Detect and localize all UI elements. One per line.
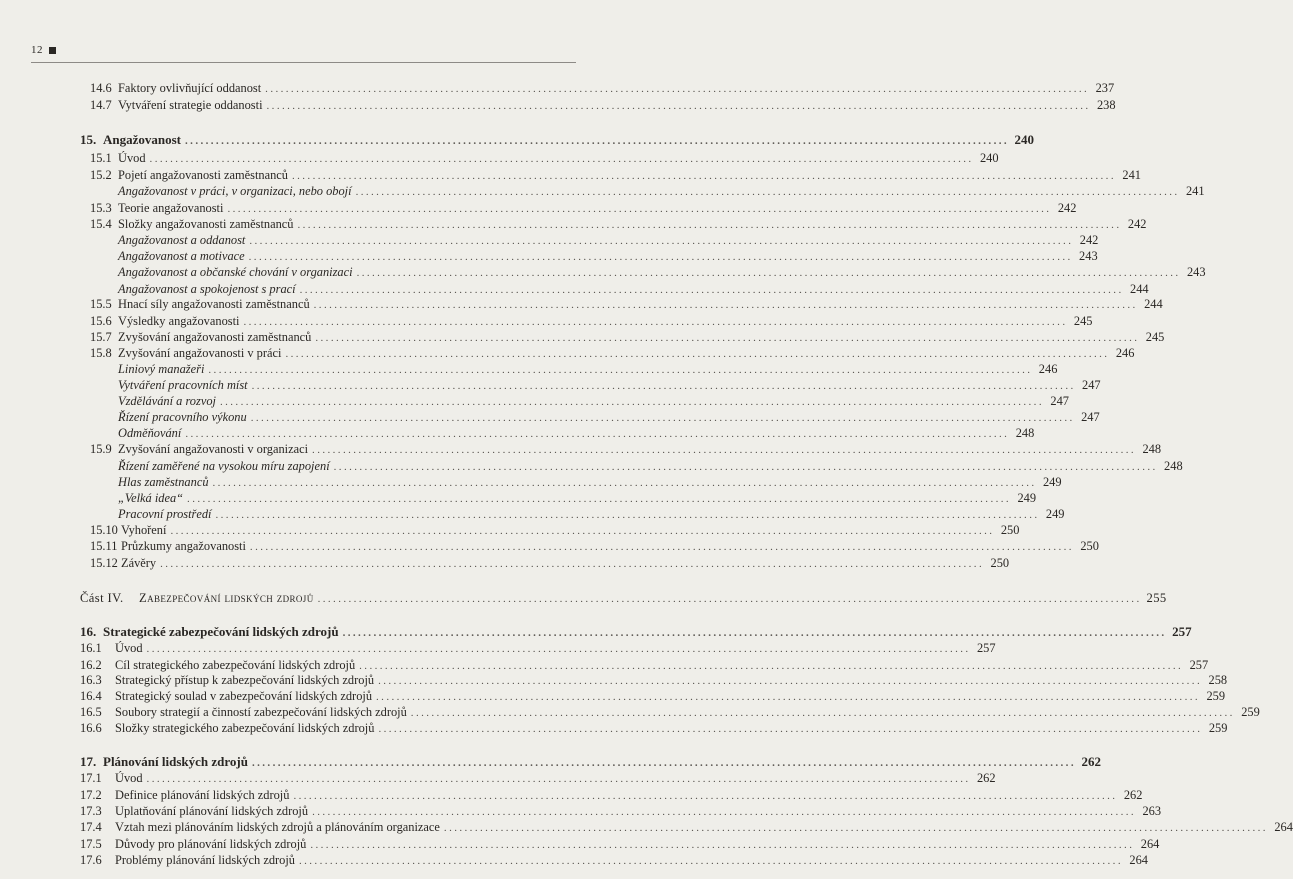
toc-page-number: 250 xyxy=(1000,523,1020,537)
toc-entry-number: 15.12 xyxy=(90,556,118,570)
toc-entry-number: 15.10 xyxy=(90,523,118,537)
toc-entry-title: Průzkumy angažovanosti xyxy=(121,539,246,553)
dot-leader: ................................................................................................................................................................ xyxy=(355,186,1180,198)
toc-subentry[interactable] xyxy=(90,248,1098,265)
dot-leader: ................................................................................................................................................................ xyxy=(249,235,1074,247)
toc-entry-title: Odměňování xyxy=(118,426,182,440)
toc-entry-number: 15.8 xyxy=(90,346,112,360)
toc-page-number: 246 xyxy=(1115,346,1135,360)
toc-subentry[interactable] xyxy=(90,458,1183,475)
toc-entry-title: Úvod xyxy=(115,641,143,655)
toc-subentry[interactable] xyxy=(90,264,1206,281)
toc-page-number: 259 xyxy=(1206,689,1226,703)
toc-entry-title: Důvody pro plánování lidských zdrojů xyxy=(115,837,307,851)
toc-entry-title: Faktory ovlivňující oddanost xyxy=(118,81,262,95)
toc-page-number: 245 xyxy=(1145,330,1165,344)
toc-page-number: 247 xyxy=(1050,394,1069,408)
toc-entry-title: Angažovanost a motivace xyxy=(118,249,245,263)
toc-entry-number: 15.4 xyxy=(90,217,112,231)
toc-entry-number: 15.1 xyxy=(90,151,112,165)
toc-page-number: 244 xyxy=(1144,297,1163,311)
toc-section-entry[interactable] xyxy=(90,329,1165,346)
toc-section-entry[interactable] xyxy=(80,770,996,787)
toc-entry-title: Hlas zaměstnanců xyxy=(118,475,209,489)
toc-section-entry[interactable] xyxy=(90,216,1147,233)
dot-leader: ................................................................................................................................................................ xyxy=(227,203,1052,215)
toc-page-number: 241 xyxy=(1122,168,1141,182)
toc-page-number: 246 xyxy=(1038,362,1058,376)
dot-leader: ................................................................................................................................................................ xyxy=(297,219,1122,231)
dot-leader: ................................................................................................................................................................ xyxy=(215,509,1040,521)
toc-entry-title: Vytváření pracovních míst xyxy=(118,378,248,392)
toc-entry-number: 16.3 xyxy=(80,673,102,687)
toc-entry-number: 15.2 xyxy=(90,168,112,182)
toc-entry-title: Složky strategického zabezpečování lidských zdrojů xyxy=(115,721,375,735)
toc-entry-number: 16.4 xyxy=(80,689,102,703)
toc-entry-title: „Velká idea“ xyxy=(118,491,184,505)
toc-entry-title: Plánování lidských zdrojů xyxy=(103,754,248,769)
toc-chapter-entry[interactable] xyxy=(80,132,1035,149)
dot-leader: ................................................................................................................................................................ xyxy=(248,251,1073,263)
toc-entry-number: 17.2 xyxy=(80,788,102,802)
toc-section-entry[interactable] xyxy=(90,97,1116,114)
toc-page-number: 247 xyxy=(1082,378,1101,392)
toc-entry-number: 15.11 xyxy=(90,539,118,553)
dot-leader: ................................................................................................................................................................ xyxy=(251,380,1076,392)
toc-section-entry[interactable] xyxy=(90,538,1099,555)
toc-entry-number: 17.1 xyxy=(80,771,102,785)
dot-leader: ................................................................................................................................................................ xyxy=(376,691,1201,703)
toc-page-number: 249 xyxy=(1045,507,1065,521)
toc-page-number: 263 xyxy=(1142,804,1162,818)
toc-entry-title: Úvod xyxy=(118,151,146,165)
toc-entry-number: 15.6 xyxy=(90,314,112,328)
dot-leader: ................................................................................................................................................................ xyxy=(249,541,1074,553)
toc-section-entry[interactable] xyxy=(90,150,999,167)
toc-entry-title: Strategický přístup k zabezpečování lidských zdrojů xyxy=(115,673,375,687)
toc-section-entry[interactable] xyxy=(80,672,1228,689)
toc-entry-title: Cíl strategického zabezpečování lidských zdrojů xyxy=(115,658,356,672)
toc-entry-title: Hnací síly angažovanosti zaměstnanců xyxy=(118,297,310,311)
dot-leader: ................................................................................................................................................................ xyxy=(243,316,1068,328)
toc-entry-title: Pracovní prostředí xyxy=(118,507,212,521)
toc-entry-title: Vytváření strategie oddanosti xyxy=(118,98,263,112)
dot-leader: ................................................................................................................................................................ xyxy=(219,396,1044,408)
toc-section-entry[interactable] xyxy=(80,819,1293,836)
dot-leader: ................................................................................................................................................................ xyxy=(149,153,974,165)
dot-leader: ................................................................................................................................................................ xyxy=(312,806,1137,818)
dot-leader: ................................................................................................................................................................ xyxy=(410,707,1235,719)
toc-entry-number: 17.6 xyxy=(80,853,102,867)
toc-section-entry[interactable] xyxy=(80,720,1228,737)
toc-page-number: 255 xyxy=(1146,591,1167,605)
dot-leader: ................................................................................................................................................................ xyxy=(185,135,1010,147)
toc-page-number: 243 xyxy=(1079,249,1098,263)
dot-leader: ................................................................................................................................................................ xyxy=(170,525,995,537)
toc-section-entry[interactable] xyxy=(80,852,1148,869)
toc-entry-title: Vzdělávání a rozvoj xyxy=(118,394,216,408)
toc-entry-title: Soubory strategií a činností zabezpečování lidských zdrojů xyxy=(115,705,407,719)
toc-entry-number: 14.7 xyxy=(90,98,112,112)
dot-leader: ................................................................................................................................................................ xyxy=(212,477,1037,489)
toc-section-entry[interactable] xyxy=(90,167,1141,184)
toc-chapter-entry[interactable] xyxy=(80,624,1192,641)
toc-page-number: 242 xyxy=(1079,233,1099,247)
toc-section-entry[interactable] xyxy=(80,836,1160,853)
toc-page-number: 259 xyxy=(1241,705,1260,719)
toc-section-entry[interactable] xyxy=(90,80,1115,97)
toc-page-number: 237 xyxy=(1095,81,1115,95)
toc-page-number: 248 xyxy=(1015,426,1035,440)
toc-entry-title: Strategický soulad v zabezpečování lidských zdrojů xyxy=(115,689,373,703)
toc-entry-number: 17.3 xyxy=(80,804,102,818)
toc-page-number: 248 xyxy=(1164,459,1183,473)
toc-section-entry[interactable] xyxy=(90,345,1135,362)
toc-entry-title: Pojetí angažovanosti zaměstnanců xyxy=(118,168,288,182)
toc-page-number: 247 xyxy=(1081,410,1100,424)
dot-leader: ................................................................................................................................................................ xyxy=(285,348,1110,360)
dot-leader: ................................................................................................................................................................ xyxy=(342,627,1167,639)
toc-section-entry[interactable] xyxy=(80,688,1226,705)
toc-entry-number: 16.2 xyxy=(80,658,102,672)
toc-entry-title: Angažovanost xyxy=(103,132,182,147)
toc-subentry[interactable] xyxy=(90,409,1100,426)
toc-entry-number: 17.5 xyxy=(80,837,102,851)
toc-entry-title: Problémy plánování lidských zdrojů xyxy=(115,853,295,867)
toc-entry-number: 15. xyxy=(80,132,97,147)
toc-entry-title: Zvyšování angažovanosti zaměstnanců xyxy=(118,330,312,344)
dot-leader: ................................................................................................................................................................ xyxy=(378,675,1203,687)
toc-subentry[interactable] xyxy=(90,393,1069,410)
toc-page-number: 241 xyxy=(1185,184,1205,198)
dot-leader: ................................................................................................................................................................ xyxy=(356,267,1181,279)
toc-page-number: 250 xyxy=(1080,539,1099,553)
toc-page-number: 243 xyxy=(1186,265,1206,279)
toc-entry-title: Zabezpečování lidských zdrojů xyxy=(139,591,314,605)
toc-subentry[interactable] xyxy=(90,506,1065,523)
dot-leader: ................................................................................................................................................................ xyxy=(443,822,1268,834)
toc-entry-title: Strategické zabezpečování lidských zdrojů xyxy=(103,624,339,639)
dot-leader: ................................................................................................................................................................ xyxy=(266,100,1091,112)
toc-page-number: 248 xyxy=(1142,442,1162,456)
toc-subentry[interactable] xyxy=(90,425,1035,442)
toc-page-number: 240 xyxy=(1014,132,1035,147)
toc-entry-title: Angažovanost a spokojenost s prací xyxy=(118,282,296,296)
dot-leader: ................................................................................................................................................................ xyxy=(359,660,1184,672)
toc-entry-number: 16.5 xyxy=(80,705,102,719)
toc-entry-title: Složky angažovanosti zaměstnanců xyxy=(118,217,294,231)
toc-subentry[interactable] xyxy=(90,377,1101,394)
page-number: 12 xyxy=(31,44,43,56)
toc-section-entry[interactable] xyxy=(80,640,996,657)
toc-page-number: 262 xyxy=(976,771,996,785)
toc-entry-number: 16.1 xyxy=(80,641,102,655)
toc-entry-title: Zvyšování angažovanosti v organizaci xyxy=(118,442,309,456)
toc-entry-title: Angažovanost a občanské chování v organizaci xyxy=(118,265,353,279)
toc-entry-title: Řízení zaměřené na vysokou míru zapojení xyxy=(118,459,330,473)
toc-entry-title: Uplatňování plánování lidských zdrojů xyxy=(115,804,309,818)
toc-entry-number: 15.9 xyxy=(90,442,112,456)
dot-leader: ................................................................................................................................................................ xyxy=(310,839,1135,851)
dot-leader: ................................................................................................................................................................ xyxy=(251,757,1076,769)
dot-leader: ................................................................................................................................................................ xyxy=(146,643,971,655)
toc-entry-number: 15.3 xyxy=(90,201,112,215)
toc-subentry[interactable] xyxy=(90,232,1099,249)
toc-page-number: 264 xyxy=(1274,820,1293,834)
toc-entry-title: Závěry xyxy=(121,556,157,570)
toc-page-number: 249 xyxy=(1017,491,1037,505)
toc-entry-title: Teorie angažovanosti xyxy=(118,201,224,215)
dot-leader: ................................................................................................................................................................ xyxy=(333,461,1158,473)
toc-entry-title: Angažovanost a oddanost xyxy=(118,233,246,247)
toc-section-entry[interactable] xyxy=(90,296,1163,313)
dot-leader: ................................................................................................................................................................ xyxy=(250,412,1075,424)
toc-page-number: 245 xyxy=(1073,314,1093,328)
toc-subentry[interactable] xyxy=(90,490,1037,507)
toc-page-number: 257 xyxy=(976,641,996,655)
toc-entry-number: Část IV. xyxy=(80,591,124,605)
toc-page-number: 257 xyxy=(1172,624,1192,639)
toc-page-number: 259 xyxy=(1208,721,1228,735)
dot-leader: ................................................................................................................................................................ xyxy=(315,332,1140,344)
toc-section-entry[interactable] xyxy=(90,522,1020,539)
toc-entry-title: Angažovanost v práci, v organizaci, nebo obojí xyxy=(118,184,352,198)
toc-page-number: 242 xyxy=(1127,217,1147,231)
dot-leader: ................................................................................................................................................................ xyxy=(208,364,1033,376)
dot-leader: ................................................................................................................................................................ xyxy=(160,558,985,570)
toc-entry-number: 16. xyxy=(80,624,97,639)
dot-leader: ................................................................................................................................................................ xyxy=(378,723,1203,735)
toc-entry-title: Výsledky angažovanosti xyxy=(118,314,240,328)
toc-page-number: 262 xyxy=(1081,754,1101,769)
dot-leader: ................................................................................................................................................................ xyxy=(291,170,1116,182)
toc-section-entry[interactable] xyxy=(90,313,1093,330)
toc-part-entry[interactable] xyxy=(80,590,1167,607)
dot-leader: ................................................................................................................................................................ xyxy=(299,284,1124,296)
toc-subentry[interactable] xyxy=(90,474,1062,491)
dot-leader: ................................................................................................................................................................ xyxy=(298,855,1123,867)
toc-entry-title: Vztah mezi plánováním lidských zdrojů a plánováním organizace xyxy=(115,820,440,834)
toc-entry-title: Liniový manažeři xyxy=(118,362,205,376)
toc-entry-title: Úvod xyxy=(115,771,143,785)
toc-page-number: 264 xyxy=(1140,837,1160,851)
toc-entry-number: 15.5 xyxy=(90,297,112,311)
toc-section-entry[interactable] xyxy=(90,200,1077,217)
toc-entry-title: Řízení pracovního výkonu xyxy=(118,410,247,424)
toc-page-number: 242 xyxy=(1057,201,1077,215)
dot-leader: ................................................................................................................................................................ xyxy=(265,83,1090,95)
toc-section-entry[interactable] xyxy=(80,704,1260,721)
dot-leader: ................................................................................................................................................................ xyxy=(146,773,971,785)
toc-entry-number: 14.6 xyxy=(90,81,112,95)
dot-leader: ................................................................................................................................................................ xyxy=(187,493,1012,505)
toc-page-number: 257 xyxy=(1189,658,1209,672)
dot-leader: ................................................................................................................................................................ xyxy=(313,299,1138,311)
toc-entry-number: 15.7 xyxy=(90,330,112,344)
toc-page-number: 240 xyxy=(979,151,999,165)
toc-section-entry[interactable] xyxy=(90,441,1162,458)
toc-entry-title: Zvyšování angažovanosti v práci xyxy=(118,346,282,360)
toc-page-number: 238 xyxy=(1096,98,1116,112)
toc-section-entry[interactable] xyxy=(80,787,1143,804)
toc-page-number: 250 xyxy=(990,556,1010,570)
toc-entry-number: 17.4 xyxy=(80,820,102,834)
dot-leader: ................................................................................................................................................................ xyxy=(185,428,1010,440)
toc-entry-number: 16.6 xyxy=(80,721,102,735)
toc-page-number: 244 xyxy=(1130,282,1149,296)
dot-leader: ................................................................................................................................................................ xyxy=(317,593,1142,605)
toc-subentry[interactable] xyxy=(90,361,1058,378)
toc-page-number: 264 xyxy=(1129,853,1148,867)
toc-page-number: 262 xyxy=(1123,788,1143,802)
dot-leader: ................................................................................................................................................................ xyxy=(293,790,1118,802)
toc-page-number: 258 xyxy=(1208,673,1228,687)
dot-leader: ................................................................................................................................................................ xyxy=(312,444,1137,456)
toc-subentry[interactable] xyxy=(90,183,1205,200)
toc-entry-title: Vyhoření xyxy=(121,523,167,537)
toc-section-entry[interactable] xyxy=(80,803,1162,820)
toc-section-entry[interactable] xyxy=(90,555,1010,572)
toc-chapter-entry[interactable] xyxy=(80,754,1101,771)
toc-entry-title: Definice plánování lidských zdrojů xyxy=(115,788,290,802)
toc-entry-number: 17. xyxy=(80,754,97,769)
toc-page-number: 249 xyxy=(1042,475,1062,489)
